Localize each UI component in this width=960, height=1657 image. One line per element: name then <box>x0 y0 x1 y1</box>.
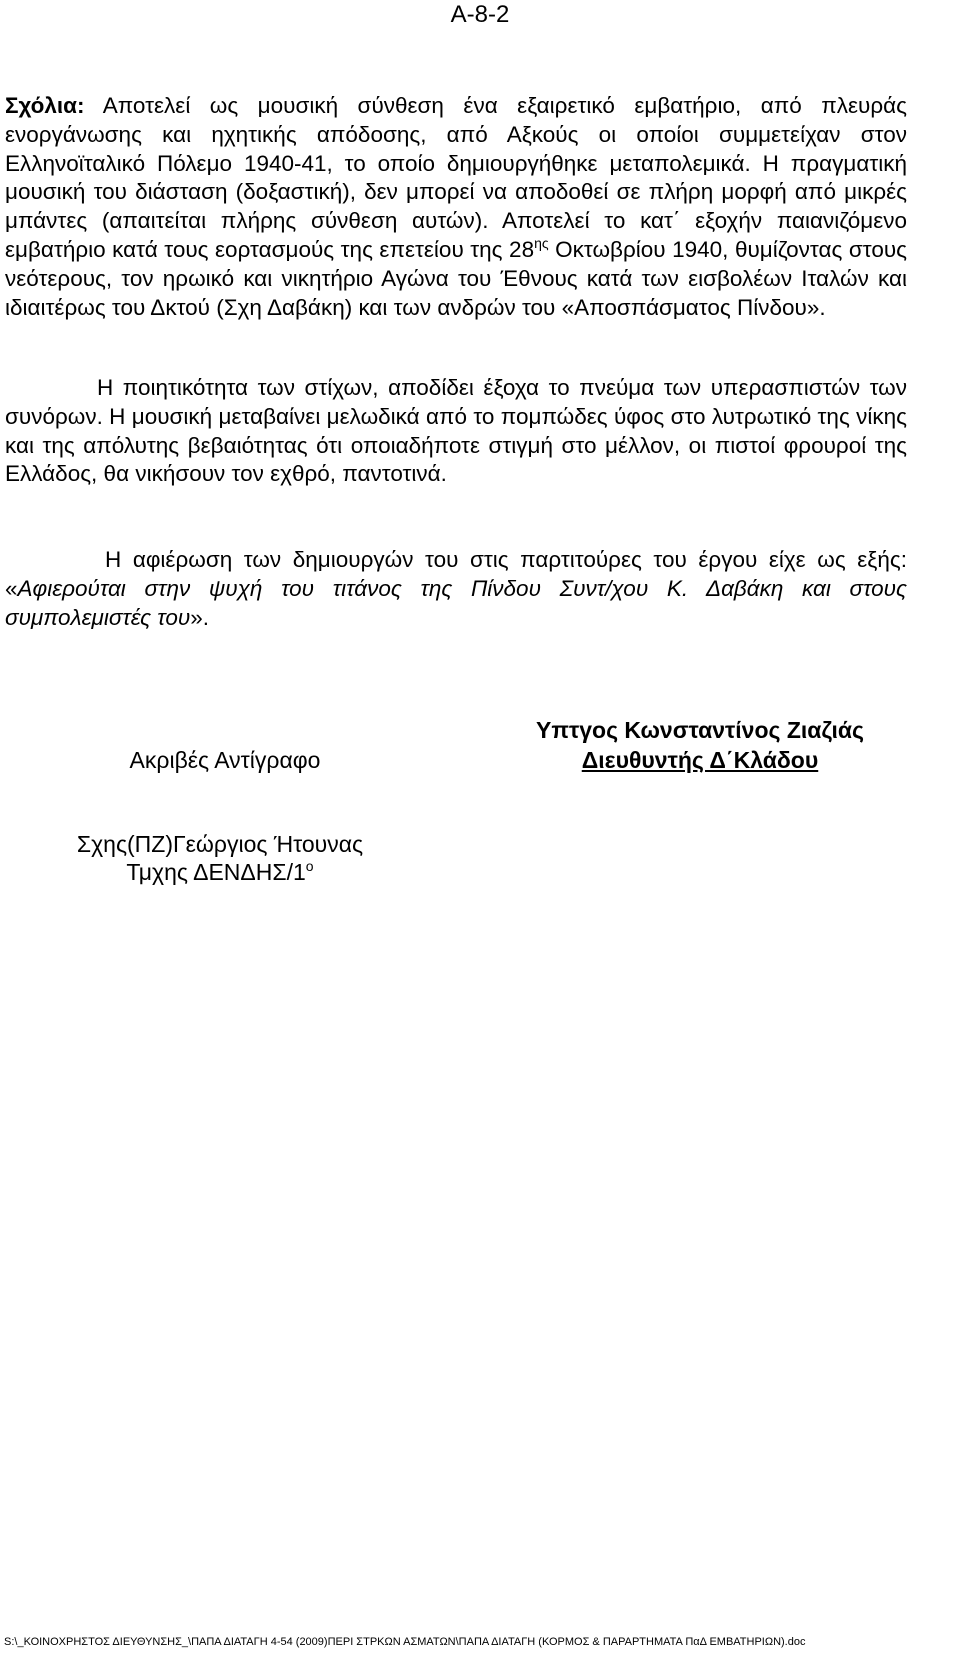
dedication-end: ». <box>190 604 210 630</box>
dedication-intro: Η αφιέρωση των δημιουργών του στις παρτιτούρες του έργου είχε ως εξής: « <box>5 547 907 601</box>
signature-block <box>490 715 910 775</box>
copier-block <box>40 830 400 886</box>
dedication-paragraph <box>5 546 907 632</box>
signatory-title: Διευθυντής Δ΄Κλάδου <box>581 747 819 773</box>
dedication-quote: Αφιερούται στην ψυχή του τιτάνος της Πίνδου Συντ/χου Κ. Δαβάκη και στους συμπολεμιστές του <box>5 575 907 630</box>
comments-text-part1: Αποτελεί ως μουσική σύνθεση ένα εξαιρετικό εμβατήριο, από πλευράς ενοργάνωσης και ηχητικής απόδοσης, από Αξκούς οι οποίοι συμμετείχαν στον Ελληνοϊταλικό Πόλεμο 1940-41, το οποίο δημιουργήθηκε μεταπολεμικά. Η πραγματική μουσική του διάσταση (δοξαστική), δεν μπορεί να αποδοθεί σε πλήρη μορφή από μικρές μπάντες (απαιτείται πλήρης σύνθεση αυτών). Αποτελεί το κατ΄ εξοχήν παιανιζόμενο εμβατήριο κατά τους εορτασμούς της επετείου της 28 <box>5 93 907 262</box>
true-copy-label: Ακριβές Αντίγραφο <box>129 747 321 773</box>
page-number: A-8-2 <box>450 1 510 28</box>
comments-paragraph <box>5 92 907 322</box>
comments-label: Σχόλια: <box>5 93 85 118</box>
file-path-footer: S:\_ΚΟΙΝΟΧΡΗΣΤΟΣ ΔΙΕΥΘΥΝΣΗΣ_\ΠΑΠΑ ΔΙΑΤΑΓΗ 4-54 (2009)ΠΕΡΙ ΣΤΡΚΩΝ ΑΣΜΑΤΩΝ\ΠΑΠΑ ΔΙΑΤΑΓΗ (ΚΟΡΜΟΣ & ΠΑΡΑΡΤΗΜΑΤΑ ΠαΔ ΕΜΒΑΤΗΡΙΩΝ).doc <box>4 1636 806 1648</box>
copier-dept-superscript: ο <box>305 858 314 874</box>
ordinal-superscript: ης <box>534 234 549 251</box>
copier-name: Σχης(ΠΖ)Γεώργιος Ήτουνας <box>76 831 364 857</box>
comments-text-part2: Οκτωβρίου 1940, θυμίζοντας στους νεότερους, τον ηρωικό και νικητήριο Αγώνα του Έθνους κατά των εισβολέων Ιταλών και ιδιαιτέρως του Δκτού (Σχη Δαβάκη) και των ανδρών του «Αποσπάσματος Πίνδου». <box>5 236 907 320</box>
copier-dept-text: Τμχης ΔΕΝΔΗΣ/1 <box>126 859 306 885</box>
signatory-name: Υπτγος Κωνσταντίνος Ζιαζιάς <box>536 717 864 743</box>
copier-dept <box>40 858 400 886</box>
poetry-text: Η ποιητικότητα των στίχων, αποδίδει έξοχα το πνεύμα των υπερασπιστών των συνόρων. Η μουσική μεταβαίνει μελωδικά από το πομπώδες ύφος στο λυτρωτικό της νίκης και της απόλυτης βεβαιότητας ότι οποιαδήποτε στιγμή στο μέλλον, οι πιστοί φρουροί της Ελλάδος, θα νικήσουν τον εχθρό, παντοτινά. <box>5 375 907 487</box>
poetry-paragraph <box>5 374 907 489</box>
